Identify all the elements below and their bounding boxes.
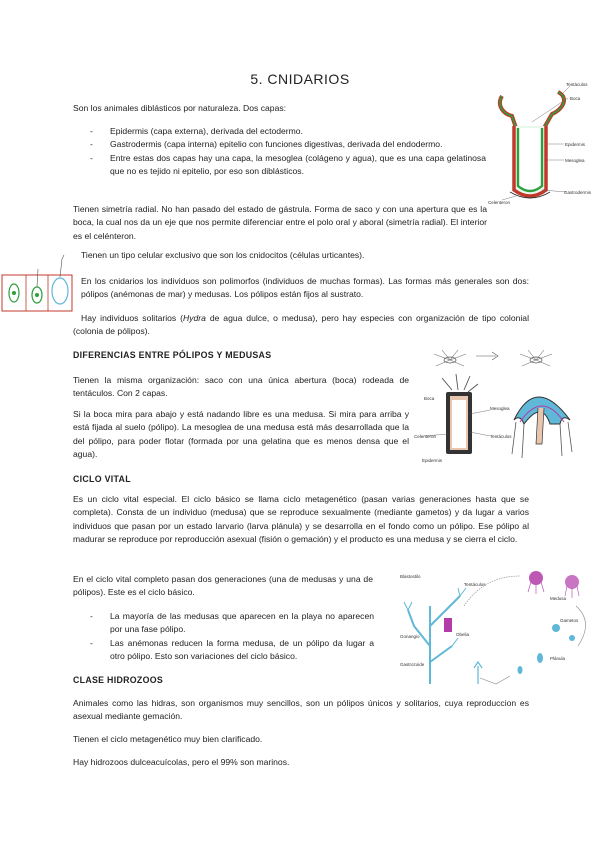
fig3-label-epidermis: Epidermis <box>422 458 443 463</box>
page-title: 5. CNIDARIOS <box>250 71 350 87</box>
polyp-section-figure <box>488 80 594 210</box>
layers-list <box>90 125 486 179</box>
list-item: - Las anémonas reducen la forma medusa, de un pólipo da lugar a otro pólipo. Esto son variaciones del ciclo básico. <box>90 637 374 664</box>
fig4-label-tentacles: Tentáculos <box>464 582 486 587</box>
intro-paragraph: Son los animales diblásticos por naturaleza. Dos capas: <box>73 103 287 113</box>
hydra-paragraph: Animales como las hidras, son organismos muy sencillos, son un pólipos únicos y solitarios, cuya reproduccion es asexual mediante gemación. <box>73 698 529 722</box>
fig4-label-obelia: Obelia <box>456 632 470 637</box>
fig4-label-medusa: Medusa <box>550 596 567 601</box>
fig4-label-gastrozooid: Gastrozoide <box>400 662 425 667</box>
fig4-label-gametes: Gametos <box>560 618 579 623</box>
fig4-label-blastostyle: Blastostilo <box>400 574 421 579</box>
fig1-label-tentacles: Tentáculos <box>566 82 588 87</box>
metagenetic-paragraph: Tienen el ciclo metagenético muy bien clarificado. <box>73 734 263 744</box>
fig1-label-mouth: Boca <box>570 96 581 101</box>
solitary-paragraph: Hay individuos solitarios (Hydra de agua dulce, o medusa), pero hay especies con organización de tipo colonial (colonia de pólipos). <box>73 313 529 337</box>
cycle-variations-list <box>90 610 374 664</box>
complete-cycle-paragraph: En el ciclo vital completo pasan dos generaciones (una de medusas y una de pólipos). Este es el ciclo básico. <box>73 574 373 598</box>
life-cycle-figure <box>400 566 596 690</box>
fig3-label-celenteron: Celenteron <box>414 434 437 439</box>
list-item: - Entre estas dos capas hay una capa, la mesoglea (colágeno y agua), que es una capa gelatinosa que no es tejido ni epitelio, por eso son diblásticos. <box>90 152 486 179</box>
fig1-label-epidermis: Epidermis <box>565 142 586 147</box>
life-cycle-paragraph: Es un ciclo vital especial. El ciclo básico se llama ciclo metagenético (pasan varias generaciones hasta que se completa). Consta de un individuo (medusa) que se reproduce sexualmente (mediante gametos) y da lugar a varios individuos que pasan por un estado larvario (larva plánula) y se desarrolla en el fondo como un pólipo. Ese pólipo al madurar se reproduce por reproducción asexual (fisión o gemación) y el producto es una medusa y se cierra el ciclo. <box>73 494 529 545</box>
fig4-label-gonangium: Gonangio <box>400 634 420 639</box>
polyp-medusa-figure <box>412 344 596 470</box>
fig1-label-gastrodermis: Gastrodermis <box>564 190 592 195</box>
fig3-label-mesoglea: Mesoglea <box>490 406 510 411</box>
fig1-label-mesoglea: Mesoglea <box>565 158 585 163</box>
fig1-label-celenteron: Celenteron <box>488 200 511 205</box>
cnidocyte-figure <box>0 253 74 315</box>
freshwater-paragraph: Hay hidrozoos dulceacuícolas, pero el 99% son marinos. <box>73 757 290 767</box>
fig4-label-planula: Plánula <box>550 656 566 661</box>
fig3-label-mouth: Boca <box>424 396 435 401</box>
list-item: - Gastrodermis (capa interna) epitelio con funciones digestivas, derivada del endodermo. <box>90 138 486 151</box>
polymorph-paragraph: En los cnidarios los individuos son polimorfos (individuos de muchas formas). Las formas más generales son dos: pólipos (anémonas de mar) y medusas. Los pólipos están fijos al sustrato. <box>81 276 529 300</box>
cnidocytes-paragraph: Tienen un tipo celular exclusivo que son los cnidocitos (células urticantes). <box>81 250 365 260</box>
list-item: - Epidermis (capa externa), derivada del ectodermo. <box>90 125 486 138</box>
life-cycle-heading: CICLO VITAL <box>73 474 131 484</box>
symmetry-paragraph: Tienen simetría radial. No han pasado del estado de gástrula. Forma de saco y con una apertura que es la boca, la cual nos da un eje que nos permite diferenciar entre el polo oral y aboral (simetría radial). El interior es el celénteron. <box>73 204 487 241</box>
differences-heading: DIFERENCIAS ENTRE PÓLIPOS Y MEDUSAS <box>73 350 272 360</box>
hydrozoa-heading: CLASE HIDROZOOS <box>73 675 164 685</box>
list-item: - La mayoría de las medusas que aparecen en la playa no aparecen por una fase pólipo. <box>90 610 374 637</box>
fig3-label-tentacles: Tentáculos <box>490 434 512 439</box>
same-organization-paragraph: Tienen la misma organización: saco con una única abertura (boca) rodeada de tentáculos. Con 2 capas. <box>73 375 409 399</box>
mouth-orientation-paragraph: Si la boca mira para abajo y está nadando libre es una medusa. Si mira para arriba y está fijada al suelo (pólipo). La mesoglea de una medusa está más desarrollada que la del pólipo, para poder flotar (formada por una gelatina que es menos densa que el agua). <box>73 409 409 460</box>
